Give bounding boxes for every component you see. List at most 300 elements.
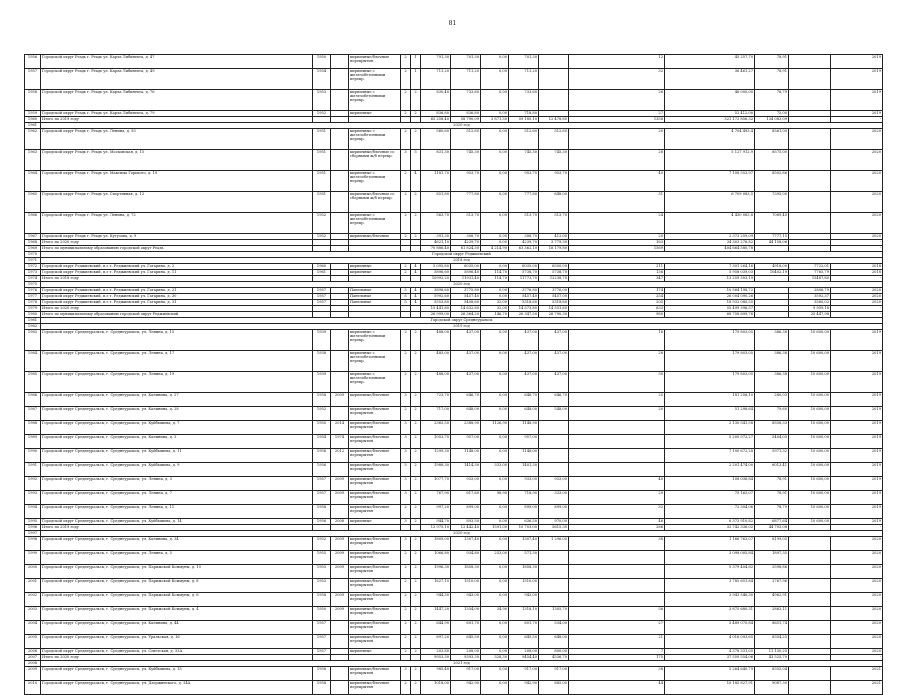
cell-f: 2 [401, 264, 411, 270]
cell-y2 [331, 351, 349, 372]
cell-yr: 2020 [831, 621, 883, 635]
row-number: 1982 [25, 324, 41, 330]
cell-f: 2 [401, 69, 411, 90]
section-label: 2020 год [41, 531, 883, 537]
cell-f: 2 [401, 372, 411, 393]
cell-s1: 13 975,10 [421, 525, 451, 531]
cell-a: Городской округ Среднеуральск, г. Среднеуральск, ул. Уральская, д. 16 [41, 635, 313, 649]
cell-c1: 26 004 090,26 [665, 294, 755, 300]
cell-y2: 2009 [331, 565, 349, 579]
cell-c2: 4962,91 [755, 593, 789, 607]
cell-a: Городской округ Среднеуральск, г. Среднеуральск, ул. Куйбышева, д. 11 [41, 449, 313, 463]
cell-s4: 1510,00 [509, 579, 539, 593]
cell-c2: 8502,86 [755, 171, 789, 192]
cell-s1: 3896,60 [421, 288, 451, 294]
cell-s5 [539, 593, 569, 607]
cell-yr: 2020 [831, 150, 883, 171]
cell-c2: 8354,25 [755, 635, 789, 649]
cell-s4: 1858,30 [509, 565, 539, 579]
cell-f: 2 [401, 351, 411, 372]
cell-n: 1980 [25, 312, 41, 318]
cell-s2: 617,60 [451, 491, 481, 505]
cell-e: 2 [411, 593, 421, 607]
cell-a: Городской округ Среднеуральск, г. Среднеуральск, ул. Парижской Коммуны, д. 8 [41, 579, 313, 593]
cell-s1: 1988,30 [421, 463, 451, 477]
cell-c3: 10 600,00 [789, 435, 831, 449]
cell-f: 3 [401, 519, 411, 525]
section-label: 2020 год [41, 282, 883, 288]
cell-s4: 1307,40 [509, 537, 539, 551]
cell-m: кирпичные [349, 519, 401, 525]
cell-n: 2004 [25, 621, 41, 635]
table-row [25, 421, 883, 435]
cell-c3 [789, 192, 831, 213]
cell-c1: 5 489 070,84 [665, 621, 755, 635]
cell-n: 1959 [25, 111, 41, 117]
cell-s4: 5457,40 [509, 294, 539, 300]
cell-y: 1957 [313, 477, 331, 491]
cell-e: 4 [411, 264, 421, 270]
cell-c3 [789, 681, 831, 695]
cell-n: 1992 [25, 477, 41, 491]
cell-c2: 78,91 [755, 69, 789, 90]
cell-s4: 571,30 [509, 551, 539, 565]
cell-e: 2 [411, 129, 421, 150]
cell-yr: 2019 [831, 449, 883, 463]
cell-y2 [331, 463, 349, 477]
cell-yr: 2020 [831, 537, 883, 551]
cell-yr: 2021 [831, 667, 883, 681]
cell-a: Итого по муниципальному образованию городской округ Реадь [41, 246, 313, 252]
cell-m: кирпичные с железобетонными перекр. [349, 69, 401, 90]
cell-s2: 513,70 [451, 213, 481, 234]
cell-s1: 5553,80 [421, 300, 451, 306]
cell-s5: 953,70 [539, 171, 569, 192]
cell-s5: 548,00 [539, 407, 569, 421]
cell-p: 175 [569, 655, 665, 661]
cell-n: 1979 [25, 306, 41, 312]
cell-s5: 1 296,00 [539, 537, 569, 551]
cell-s1: 1809,00 [421, 537, 451, 551]
cell-a: Городской округ Среднеуральск, г. Среднеуральск, ул. Ленина, д. 11 [41, 505, 313, 519]
table-row [25, 213, 883, 234]
cell-yr: 2019 [831, 463, 883, 477]
cell-c1: 3 943 546,30 [665, 593, 755, 607]
cell-e: 2 [411, 213, 421, 234]
cell-p: 46 [569, 519, 665, 525]
cell-y2: 2009 [331, 491, 349, 505]
cell-s4: 601,70 [509, 621, 539, 635]
table-row [25, 635, 883, 649]
table-row [25, 150, 883, 171]
cell-y2 [331, 69, 349, 90]
cell-p: 633 [569, 306, 665, 312]
cell-yr: 2020 [831, 192, 883, 213]
cell-c3: 9 959,18 [789, 306, 831, 312]
cell-s3: 0,00 [481, 579, 509, 593]
cell-s4: 733,60 [509, 90, 539, 111]
cell-f: 3 [401, 435, 411, 449]
cell-s3: 0,00 [481, 505, 509, 519]
cell-c3 [789, 129, 831, 150]
cell-c1: 13 259 303,19 [665, 276, 755, 282]
cell-a: Итого по 2020 году [41, 240, 313, 246]
cell-f: 3 [401, 150, 411, 171]
cell-n: 1967 [25, 234, 41, 240]
cell-m: кирпичные с железобетонными перекр. [349, 129, 401, 150]
cell-f: 2 [401, 505, 411, 519]
table-row [25, 681, 883, 695]
cell-s4: 5318,60 [509, 300, 539, 306]
cell-y: 1938 [313, 351, 331, 372]
cell-c1: 10 564 198,72 [665, 288, 755, 294]
cell-f: 2 [401, 681, 411, 695]
cell-s3: 0,00 [481, 351, 509, 372]
cell-y2 [331, 192, 349, 213]
cell-a: Городской округ Среднеуральск, г. Среднеуральск, ул. Ленина, д. 17 [41, 351, 313, 372]
table-row [25, 551, 883, 565]
cell-a: Городской округ Среднеуральск, г. Среднеуральск, ул. Калинина, д. 3 [41, 435, 313, 449]
cell-c1: 5 200 972,27 [665, 435, 755, 449]
cell-s5: 437,00 [539, 372, 569, 393]
cell-s5 [539, 421, 569, 435]
cell-n: 1963 [25, 150, 41, 171]
cell-e: 2 [411, 407, 421, 421]
cell-c1: 3 875 680,31 [665, 607, 755, 621]
cell-y2: 2009 [331, 393, 349, 407]
cell-s5: 970,00 [539, 519, 569, 525]
cell-m: кирпичные с железобетонными перекр. [349, 213, 401, 234]
cell-c2: 44 703,08 [755, 525, 789, 531]
cell-p: 26 [569, 90, 665, 111]
cell-yr: 2019 [831, 505, 883, 519]
row-number: 1970 [25, 252, 41, 258]
cell-n: 2010 [25, 681, 41, 695]
cell-y: 1952 [313, 407, 331, 421]
cell-y2 [331, 407, 349, 421]
cell-s1: 1299,30 [421, 449, 451, 463]
cell-p: 980 [569, 312, 665, 318]
cell-s1: 697,20 [421, 635, 451, 649]
cell-f: 2 [401, 407, 411, 421]
cell-s3: 253,00 [481, 551, 509, 565]
cell-e: 2 [411, 621, 421, 635]
table-row [25, 579, 883, 593]
cell-c2: 2863,11 [755, 607, 789, 621]
cell-s3: 0,00 [481, 407, 509, 421]
cell-e: 2 [411, 681, 421, 695]
cell-yr: 2019 [831, 351, 883, 372]
cell-n: 2006 [25, 649, 41, 655]
cell-p: 16 [569, 330, 665, 351]
cell-s4: 10 703,00 [509, 525, 539, 531]
cell-yr: 2019 [831, 90, 883, 111]
cell-a: Итого по 2018 году [41, 276, 313, 282]
cell-m: кирпичные [349, 649, 401, 655]
cell-p: 163 [569, 240, 665, 246]
cell-n: 2009 [25, 667, 41, 681]
cell-s1: 791,30 [421, 55, 451, 69]
cell-s4: 5738,70 [509, 270, 539, 276]
cell-s2: 953,70 [451, 171, 481, 192]
cell-m: Панельные [349, 294, 401, 300]
cell-yr: 2019 [831, 435, 883, 449]
cell-y: 1953 [313, 579, 331, 593]
cell-c3: 3560,02 [789, 300, 831, 306]
cell-yr: - [831, 306, 883, 312]
cell-c1: 10 185 827,91 [665, 681, 755, 695]
row-number: 1981 [25, 318, 41, 324]
cell-s3: 98,90 [481, 491, 509, 505]
cell-yr: 2019 [831, 491, 883, 505]
cell-s5: 437,00 [539, 330, 569, 351]
cell-y2 [331, 213, 349, 234]
cell-p: 20 [569, 234, 665, 240]
cell-e: 2 [411, 607, 421, 621]
cell-yr: 2020 [831, 635, 883, 649]
cell-c1: 181 256,10 [665, 393, 755, 407]
cell-s3: 0,00 [481, 192, 509, 213]
cell-s5: 12238,70 [539, 276, 569, 282]
cell-n: 1974 [25, 276, 41, 282]
cell-s3: 0,00 [481, 519, 509, 525]
cell-e: 2 [411, 351, 421, 372]
cell-f: 3 [401, 491, 411, 505]
cell-s2: 646,70 [451, 393, 481, 407]
cell-s1: 2365,50 [421, 421, 451, 435]
cell-p: 20 [569, 129, 665, 150]
cell-c1: 46 000,00 [665, 90, 755, 111]
cell-p: 211 [569, 264, 665, 270]
table-row [25, 90, 883, 111]
cell-e: 2 [411, 192, 421, 213]
cell-c1: 404 664 580,78 [665, 246, 755, 252]
cell-s5: 26 790,30 [539, 312, 569, 318]
cell-y: 1957 [313, 635, 331, 649]
cell-e: 2 [411, 234, 421, 240]
cell-s4: 917,00 [509, 667, 539, 681]
cell-a: Городской округ Среднеуральск, г. Среднеуральск, ул. Куйбышева, д. 15 [41, 667, 313, 681]
cell-c2: 78,79 [755, 505, 789, 519]
cell-s2: 58 790,09 [451, 117, 481, 123]
cell-c1: 7 301 264,16 [665, 264, 755, 270]
cell-a: Городской округ Среднеуральск, г. Среднеуральск, ул. Советская, д. 33А [41, 649, 313, 655]
cell-a: Городской округ Реадь г. Реадь ул. Спортивная, д. 13 [41, 192, 313, 213]
cell-m: кирпичные/блочные перекрытия [349, 505, 401, 519]
cell-c3 [789, 635, 831, 649]
cell-c2: 6013,41 [755, 463, 789, 477]
cell-s3: 1591,00 [481, 525, 509, 531]
cell-c3 [789, 565, 831, 579]
cell-s3: 0,00 [481, 90, 509, 111]
cell-m: кирпичные/блочные перекрытия [349, 477, 401, 491]
cell-e: 1 [411, 55, 421, 69]
cell-s3: 0,00 [481, 330, 509, 351]
cell-n: 2007 [25, 655, 41, 661]
cell-s3: 0,00 [481, 537, 509, 551]
cell-s4: 9454,40 [509, 655, 539, 661]
cell-y2: 2009 [331, 593, 349, 607]
cell-s2: 1858,30 [451, 565, 481, 579]
cell-yr: 2019 [831, 477, 883, 491]
cell-m: кирпичные/блочные перекрытия [349, 463, 401, 477]
table-row [25, 330, 883, 351]
cell-s4: 745,30 [509, 150, 539, 171]
cell-s5: 4536,70 [539, 655, 569, 661]
cell-p [569, 593, 665, 607]
cell-c2: 7777,15 [755, 234, 789, 240]
cell-y2: 2009 [331, 537, 349, 551]
page-number: 81 [448, 20, 457, 27]
cell-e: 2 [411, 330, 421, 351]
cell-p: 24 [569, 213, 665, 234]
cell-c3: 25 447,98 [789, 312, 831, 318]
row-number: 1971 [25, 258, 41, 264]
cell-s3: 0,00 [481, 55, 509, 69]
cell-e: 2 [411, 635, 421, 649]
table-row [25, 171, 883, 192]
cell-s5: 800,00 [539, 649, 569, 655]
cell-s3: 0,00 [481, 69, 509, 90]
cell-s2: 645,50 [451, 635, 481, 649]
cell-e: 2 [411, 551, 421, 565]
cell-c2: 78,91 [755, 55, 789, 69]
cell-s5 [539, 463, 569, 477]
cell-s3: 0,00 [481, 477, 509, 491]
table-row [25, 463, 883, 477]
cell-a: Городской округ Реджиевский, п.г.т. Реджиевский ул. Гагарина, д. 21 [41, 288, 313, 294]
cell-n: 2005 [25, 635, 41, 649]
row-number: 1975 [25, 282, 41, 288]
cell-s3: 114,70 [481, 270, 509, 276]
cell-s1: 851,80 [421, 192, 451, 213]
cell-y2 [331, 55, 349, 69]
cell-a: Городской округ Среднеуральск, г. Среднеуральск, ул. Ленина, д. 7 [41, 491, 313, 505]
cell-c3 [789, 607, 831, 621]
cell-s2: 11931,40 [451, 276, 481, 282]
cell-y: 1954 [313, 69, 331, 90]
cell-yr: 2018 [831, 264, 883, 270]
cell-s1: 4621,10 [421, 240, 451, 246]
cell-c3: 10 600,00 [789, 505, 831, 519]
cell-yr: 2020 [831, 300, 883, 306]
cell-s1: 1053,70 [421, 435, 451, 449]
cell-m: кирпичные/блочные перекрытия [349, 551, 401, 565]
cell-e: 2 [411, 649, 421, 655]
cell-c2: 6877,64 [755, 519, 789, 525]
cell-p [569, 449, 665, 463]
cell-s4: 26 347,50 [509, 312, 539, 318]
cell-n: 1993 [25, 491, 41, 505]
cell-s4: 933,00 [509, 477, 539, 491]
cell-a: Городской округ Реджиевский, п.г.т. Реджиевский ул. Гагарина, д. 30 [41, 294, 313, 300]
cell-c1: 52 412,00 [665, 111, 755, 117]
cell-s2: 601,70 [451, 621, 481, 635]
cell-s5: 6500,00 [539, 264, 569, 270]
cell-n: 2001 [25, 579, 41, 593]
cell-yr: 2019 [831, 519, 883, 525]
cell-s1: 5992,60 [421, 294, 451, 300]
cell-y: 1955 [313, 551, 331, 565]
cell-s3: 0,00 [481, 449, 509, 463]
cell-e: 2 [411, 90, 421, 111]
cell-s1: 1996,30 [421, 565, 451, 579]
cell-p: 7 [569, 649, 665, 655]
cell-c1: 108 036,84 [665, 477, 755, 491]
cell-y: 1956 [313, 463, 331, 477]
cell-y: 1939 [313, 330, 331, 351]
cell-c1: 179 803,05 [665, 351, 755, 372]
cell-f: 3 [401, 463, 411, 477]
cell-s4: 648,00 [509, 407, 539, 421]
cell-yr: 2020 [831, 565, 883, 579]
cell-s3: 0,00 [481, 171, 509, 192]
cell-c1: 321 172 856,32 [665, 117, 755, 123]
cell-y: 1953 [313, 565, 331, 579]
cell-m: кирпичные с железобетонными перекр. [349, 171, 401, 192]
cell-c2: 75,00 [755, 111, 789, 117]
cell-m: кирпичные/блочные перекрытия [349, 407, 401, 421]
cell-c3 [789, 90, 831, 111]
cell-m: Панельные [349, 300, 401, 306]
cell-y: 1958 [313, 393, 331, 407]
cell-n: 2002 [25, 593, 41, 607]
table-row [25, 435, 883, 449]
cell-s1: 944,30 [421, 593, 451, 607]
cell-m: кирпичные с железобетонными перекр. [349, 330, 401, 351]
cell-y2 [331, 372, 349, 393]
cell-n: 1964 [25, 171, 41, 192]
cell-s2: 836,80 [451, 111, 481, 117]
table-row [25, 449, 883, 463]
cell-s3: 32,00 [481, 300, 509, 306]
cell-y: 1956 [313, 449, 331, 463]
cell-s3: 0,00 [481, 129, 509, 150]
cell-s1: 767,90 [421, 491, 451, 505]
cell-y: 1961 [313, 270, 331, 276]
cell-n: 1960 [25, 117, 41, 123]
cell-e: 2 [411, 477, 421, 491]
cell-c3: 10 600,00 [789, 463, 831, 477]
cell-m: кирпичные/блочные перекрытия [349, 607, 401, 621]
table-body [25, 55, 883, 695]
cell-a: Городской округ Среднеуральск, г. Среднеуральск, ул. Куйбышева, д. 9 [41, 463, 313, 477]
cell-s2: 6035,00 [451, 264, 481, 270]
cell-a: Итого по 2020 году [41, 655, 313, 661]
cell-s5: 412,00 [539, 234, 569, 240]
cell-e: 2 [411, 537, 421, 551]
cell-c3: 2806,79 [789, 288, 831, 294]
cell-c3 [789, 621, 831, 635]
cell-s1: 5 095,80 [421, 264, 451, 270]
cell-c2: 8558,33 [755, 421, 789, 435]
cell-c1: 4 378 331,05 [665, 649, 755, 655]
cell-y: 1952 [313, 213, 331, 234]
cell-s4: 646,70 [509, 393, 539, 407]
table-row [25, 667, 883, 681]
cell-f: 3 [401, 421, 411, 435]
cell-s1: 560,60 [421, 129, 451, 150]
cell-s4: 1401,30 [509, 463, 539, 477]
cell-p [569, 463, 665, 477]
cell-c2: 78,91 [755, 477, 789, 491]
cell-y: 1957 [313, 621, 331, 635]
cell-s1: 9953,30 [421, 655, 451, 661]
cell-c3: 10 600,00 [789, 519, 831, 525]
cell-p: 25 [569, 393, 665, 407]
table-row [25, 477, 883, 491]
cell-n: 1998 [25, 537, 41, 551]
